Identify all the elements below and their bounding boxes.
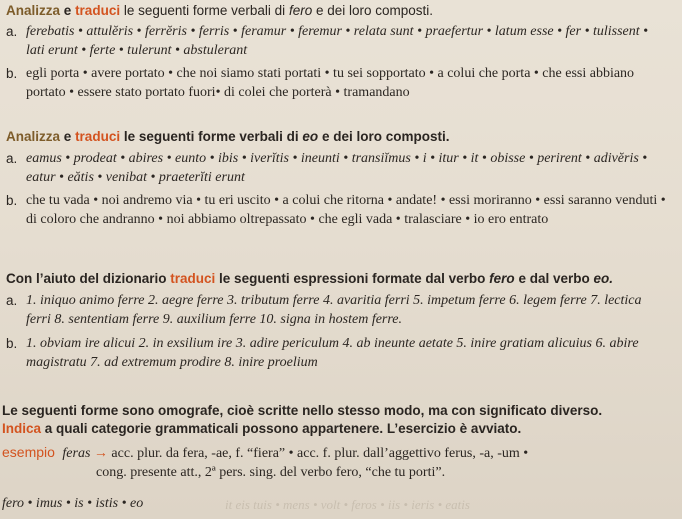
exercise-2-item-b: b. che tu vada • noi andremo via • tu eri uscito • a colui che ritorna • andate! • essi moriranno • essi saranno venduti • di coloro che andranno • noi abbiamo oltrepassato • che egli vada • tralasciare • io ero entrato xyxy=(6,193,666,227)
keyword-analizza: Analizza xyxy=(6,3,61,18)
exercise-3-b-text: 1. obviam ire alicui 2. in exsilium ire 3. adire periculum 4. ab ineunte aetate 5. inire gratiam alicuius 6. abire magistratu 7. ad extremum prodire 8. inire proelium xyxy=(26,336,639,370)
esempio-label: esempio xyxy=(2,444,55,460)
exercise-1-item-b: b. egli porta • avere portato • che noi siamo stati portati • tu sei sopportato • a colui che porta • che essi abbiano portato • essere stato portato fuori• di colei che porterà • tramandano xyxy=(0,64,666,102)
exercise-4-words: fero • imus • is • istis • eo xyxy=(2,496,144,511)
exercise-3-item-a: a. 1. iniquo animo ferre 2. aegre ferre 3. tributum ferre 4. avaritia ferri 5. impetum ferre 6. legem ferre 7. lectica ferri 8. sententiam ferre 9. auxilium ferre 10. signa in hostem ferre. xyxy=(0,291,666,329)
esempio-line-1 xyxy=(0,443,682,463)
exercise-3-title: Con l’aiuto del dizionario traduci le seguenti espressioni formate dal verbo fero e dal verbo eo. xyxy=(6,271,613,286)
exercise-2-item-a: a. eamus • prodeat • abires • eunto • ibis • iverĭtis • ineunti • transiĭmus • i • itur • it • obisse • perirent • adivĕris • eatur • eătis • venibat • praeterĭti erunt xyxy=(0,149,666,187)
keyword-analizza: Analizza xyxy=(6,129,61,144)
exercise-3-a-text: 1. iniquo animo ferre 2. aegre ferre 3. tributum ferre 4. avaritia ferri 5. impetum ferre 6. legem ferre 7. lectica ferri 8. sententiam ferre 9. auxilium ferre 10. signa in hostem ferre. xyxy=(26,293,642,327)
exercise-2-a-text: eamus • prodeat • abires • eunto • ibis • iverĭtis • ineunti • transiĭmus • i • itur • it • obisse • perirent • adivĕris • eatur • eătis • venibat • praeterĭti erunt xyxy=(26,151,648,185)
esempio-explanation-1: acc. plur. da fera, -ae, f. “fiera” • acc. f. plur. dall’aggettivo ferus, -a, -um • xyxy=(111,446,529,461)
exercise-1-item-a: a. ferebatis • attulĕris • ferrĕris • ferris • feramur • feremur • relata sunt • praefertur • latum esse • fer • tulissent • lati erunt • ferte • tulerunt • abstulerant xyxy=(0,22,666,60)
keyword-traduci: traduci xyxy=(170,271,216,286)
exercise-2-title: Analizza e traduci le seguenti forme verbali di eo e dei loro composti. xyxy=(6,129,450,144)
esempio-word: feras xyxy=(62,446,91,461)
keyword-traduci: traduci xyxy=(75,129,121,144)
exercise-1-a-text: ferebatis • attulĕris • ferrĕris • ferris • feramur • feremur • relata sunt • praefertur • latum esse • fer • tulissent • lati erunt • ferte • tulerunt • abstulerant xyxy=(26,24,649,58)
exercise-1 xyxy=(0,2,682,102)
exercise-1-title: Analizza e traduci le seguenti forme verbali di fero e dei loro composti. xyxy=(6,3,434,18)
exercise-2-b-text: che tu vada • noi andremo via • tu eri uscito • a colui che ritorna • andate! • essi moriranno • essi saranno venduti • di coloro che andranno • noi abbiamo oltrepassato • che egli vada • tralasciare • io ero entrato xyxy=(26,193,666,227)
exercise-3-item-b: b. 1. obviam ire alicui 2. in exsilium ire 3. adire periculum 4. ab ineunte aetate 5. inire gratiam alicuius 6. abire magistratu 7. ad extremum prodire 8. inire proelium xyxy=(0,334,666,372)
arrow-icon: → xyxy=(93,446,108,461)
keyword-indica: Indica xyxy=(2,421,42,436)
exercise-2 xyxy=(0,128,682,229)
exercise-4-title-line1: Le seguenti forme sono omografe, cioè scritte nello stesso modo, ma con significato diverso. xyxy=(2,403,603,418)
exercise-1-b-text: egli porta • avere portato • che noi siamo stati portati • tu sei sopportato • a colui che porta • che essi abbiano portato • essere stato portato fuori• di colei che porterà • tramandano xyxy=(26,66,635,100)
keyword-traduci: traduci xyxy=(75,3,121,18)
esempio-explanation-2: cong. presente att., 2ª pers. sing. del verbo fero, “che tu porti”. xyxy=(96,465,446,480)
exercise-4 xyxy=(0,402,682,482)
exercise-3 xyxy=(0,270,682,372)
exercise-4-title-line2: Indica a quali categorie grammaticali possono appartenere. L’esercizio è avviato. xyxy=(2,421,522,436)
faded-bleed-text: it eis tuis • mens • volt • feros • iis • ieris • eatis xyxy=(225,497,470,512)
